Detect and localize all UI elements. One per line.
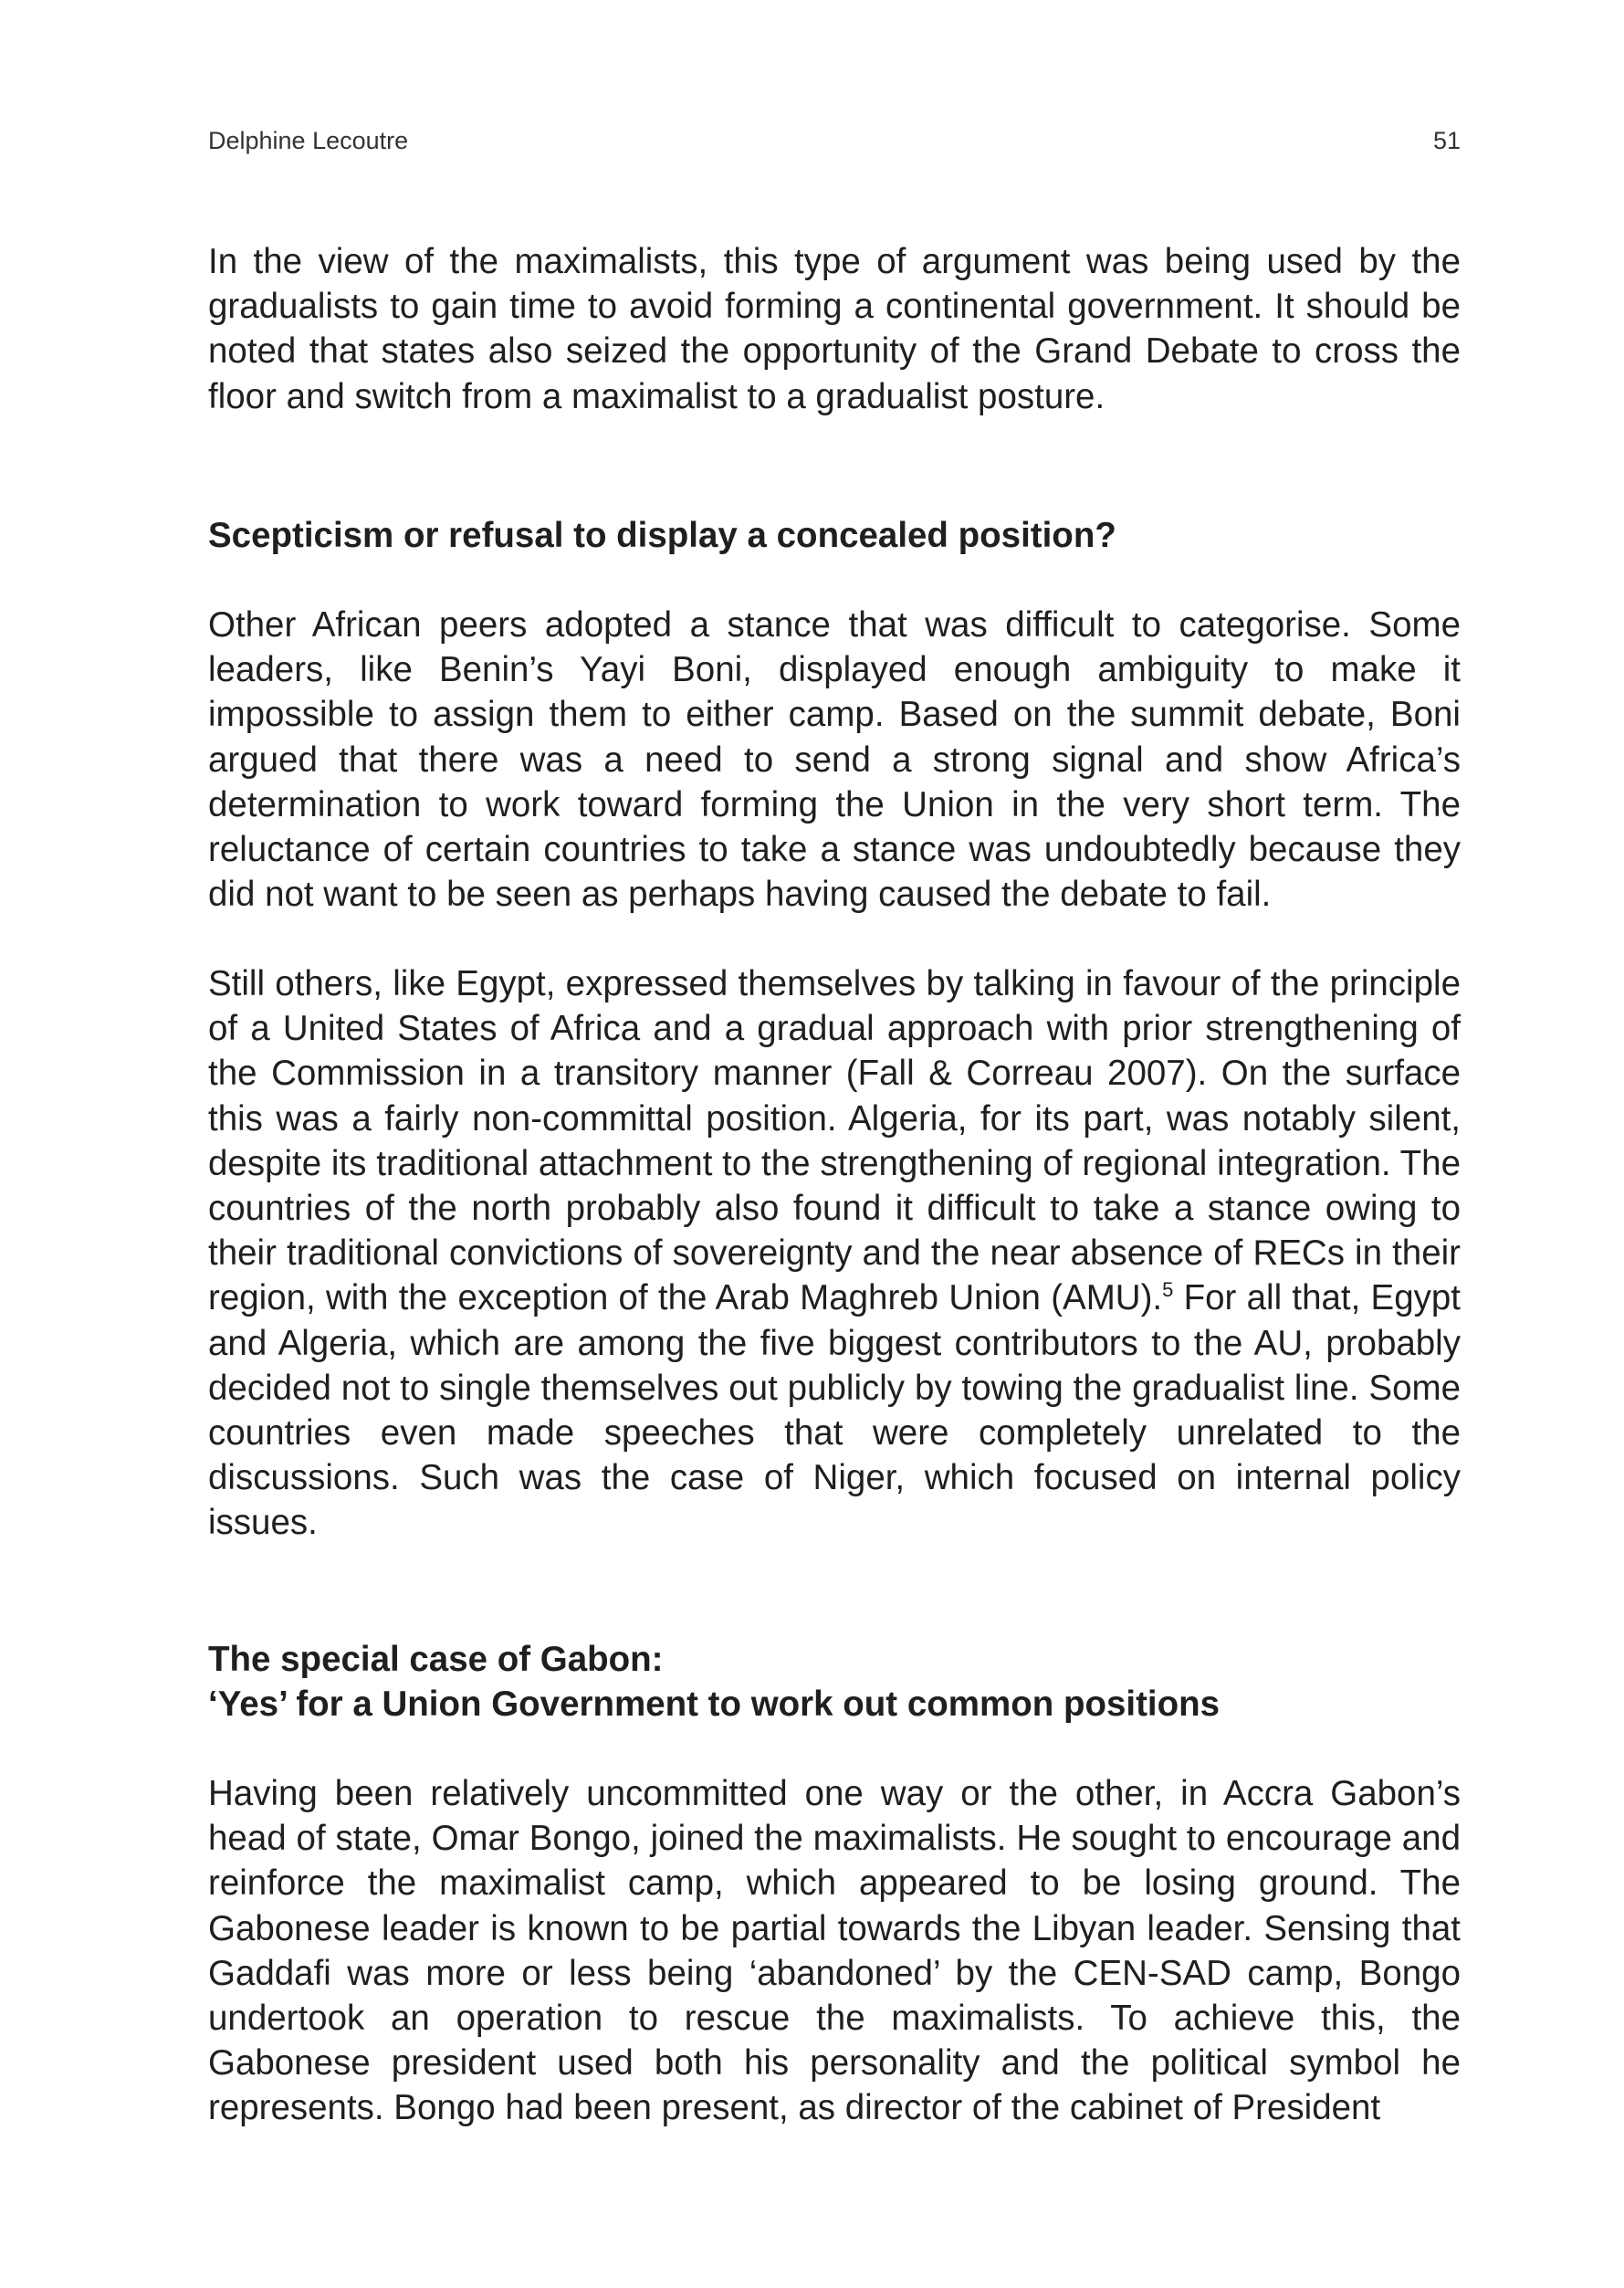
section-heading-gabon-line-1: The special case of Gabon: [208, 1640, 664, 1679]
page-number: 51 [1432, 127, 1461, 154]
paragraph-3 [208, 961, 1461, 1546]
section-heading-scepticism-text: Scepticism or refusal to display a concealed position? [208, 516, 1116, 555]
paragraph-2 [208, 603, 1461, 917]
paragraph-2-text: Other African peers adopted a stance that was difficult to categorise. Some leaders, like Benin’s Yayi Boni, displayed enough ambiguity to make it impossible to assign them to either camp. Based on the summit debate, Boni argued that there was a need to send a strong signal and show Africa’s determination to work toward forming the Union in the very short term. The reluctance of certain countries to take a stance was undoubtedly because they did not want to be seen as perhaps having caused the debate to fail. [208, 605, 1461, 915]
paragraph-4-text: Having been relatively uncommitted one way or the other, in Accra Gabon’s head of state, Omar Bongo, joined the maximalists. He sought to encourage and reinforce the maximalist camp, which appeared to be losing ground. The Gabonese leader is known to be partial towards the Libyan leader. Sensing that Gaddafi was more or less being ‘abandoned’ by the CEN-SAD camp, Bongo undertook an operation to rescue the maximalists. To achieve this, the Gabonese president used both his personality and the political symbol he represents. Bongo had been present, as director of the cabinet of President [208, 1774, 1461, 2128]
footnote-marker: 5 [1162, 1278, 1174, 1302]
paragraph-1 [208, 239, 1461, 419]
paragraph-3-text-part-1: Still others, like Egypt, expressed themselves by talking in favour of the principle of a United States of Africa and a gradual approach with prior strengthening of the Commission in a transitory manner (Fall & Correau 2007). On the surface this was a fairly non-committal position. Algeria, for its part, was notably silent, despite its traditional attachment to the strengthening of regional integration. The countries of the north probably also found it difficult to take a stance owing to their traditional convictions of sovereignty and the near absence of RECs in their region, with the exception of the Arab Maghreb Union (AMU). [208, 964, 1461, 1318]
section-heading-gabon-line-2: ‘Yes’ for a Union Government to work out common positions [208, 1685, 1221, 1725]
paragraph-4 [208, 1771, 1461, 2131]
paragraph-3-text [208, 961, 1461, 1546]
section-heading-gabon [208, 1637, 1461, 1726]
section-heading-scepticism [208, 513, 1461, 558]
running-head-author: Delphine Lecoutre [208, 127, 409, 154]
paragraph-1-text: In the view of the maximalists, this type of argument was being used by the gradualists to gain time to avoid forming a continental government. It should be noted that states also seized the opportunity of the Grand Debate to cross the floor and switch from a maximalist to a gradualist posture. [208, 242, 1461, 416]
paragraph-3-text-part-2: For all that, Egypt and Algeria, which are among the five biggest contributors to the AU, probably decided not to single themselves out publicly by towing the gradualist line. Some countries even made speeches that were completely unrelated to the discussions. Such was the case of Niger, which focused on internal policy issues. [208, 1278, 1462, 1543]
